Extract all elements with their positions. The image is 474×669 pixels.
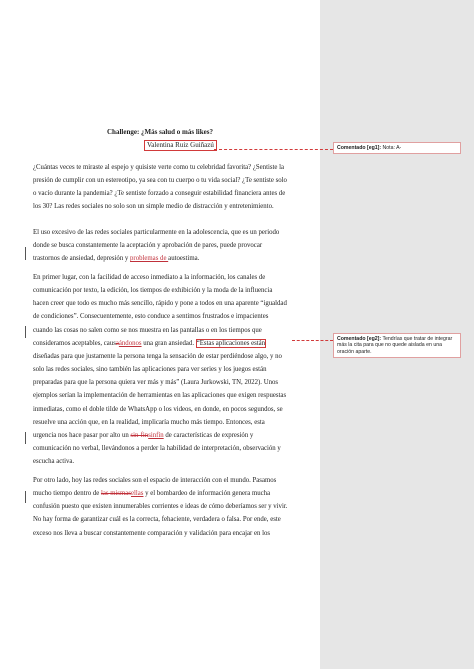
tracked-deletion[interactable]: sin-fin [130,431,149,439]
text-line [33,429,313,442]
text-line [33,487,313,500]
tracked-insertion[interactable]: ándonos [118,339,142,347]
text-line: donde se busca constantemente la aceptación y aprobación de pares, puede provocar [33,242,263,250]
text-line [33,252,313,265]
paragraph-4 [33,474,313,540]
text-line: exceso nos lleva a buscar constantemente comparación y validación para encajar en los [33,529,271,537]
comment-eg2[interactable] [333,333,461,358]
text-line: El uso excesivo de las redes sociales particularmente en la adolescencia, que es un periodo [33,229,280,236]
tracked-deletion[interactable]: a [115,339,119,347]
change-bar [25,247,26,260]
text-line [33,337,313,350]
document-author[interactable]: Valentina Ruiz Guiñazú [144,140,217,151]
text-line: o vacío durante la pandemia? ¿Te sentiste forzado a conseguir estabilidad financiera antes de [33,190,286,198]
comment-leader [214,149,333,150]
text-line: escucha activa. [33,458,75,466]
text-line: los 30? Las redes sociales no solo son un simple medio de distracción y entretenimiento. [33,203,274,211]
text-line: resuelve una acción que, en la realidad, implicaría mucho más tiempo. Entonces, esta [33,418,265,426]
text-line: En primer lugar, con la facilidad de acceso inmediato a la información, los canales de [33,274,266,281]
paragraph-1 [33,161,313,214]
text-run: de características de expresión y [163,431,254,439]
text-line: confusión puesto que existen innumerables corrientes e ideas de cómo deberíamos ser y vivir. [33,503,288,511]
text-line: presión de cumplir con un estereotipo, ya sea con tu cuerpo o tu vida social? ¿Te sentiste solo [33,177,287,185]
comment-text: Nota: A- [381,145,402,151]
paragraph-3 [33,271,313,468]
text-line: ¿Cuántas veces te miraste al espejo y quisiste verte como tu celebridad favorita? ¿Sentiste la [33,164,285,171]
text-line: de condiciones”. Consecuentemente, esto conduce a sentimos frustrados e impacientes [33,313,269,321]
text-line: solo las redes sociales, sino también las aplicaciones para ver series y los juegos están [33,366,267,374]
tracked-insertion[interactable]: problemas de [130,255,169,263]
tracked-insertion[interactable]: sinfín [148,431,164,439]
text-line: hacen creer que todo es mucho más sencillo, rápido y pone a todos en una aparente “igualdad [33,300,287,308]
change-bar [25,326,26,338]
comment-eg1[interactable] [333,142,461,154]
text-line: inmediatas, como el doble tilde de WhatsApp o los videos, en donde, en pocos segundos, se [33,405,283,413]
change-bar [25,432,26,444]
text-line: cuando las cosas no salen como se nos muestra en las pantallas o en los tiempos que [33,326,262,334]
text-line: Por otro lado, hoy las redes sociales son el espacio de interacción con el mundo. Pasamos [33,477,277,484]
tracked-insertion[interactable]: ellas [130,490,144,498]
text-run: mucho tiempo dentro de [33,490,101,498]
text-run: autoestima. [168,255,200,263]
text-line: preparadas para que la persona quiera ver más y más” (Laura Jurkowski, TN, 2022). Unos [33,379,279,387]
commented-quote[interactable]: “Estas aplicaciones están [196,339,266,347]
document-title: Challenge: ¿Más salud o más likes? [107,128,213,136]
comment-leader [292,340,333,341]
text-line: comunicación no verbal, llevándonos a perder la habilidad de interpretación, observación y [33,445,281,453]
text-run: trastornos de ansiedad, depresión y [33,255,131,263]
text-line: diseñadas para que justamente la persona tenga la sensación de estar perdiéndose algo, y no [33,352,282,360]
text-line: ejemplos serían la implementación de herramientas en las aplicaciones que exigen respuestas [33,392,287,400]
text-run: y el bombardeo de información genera mucha [143,490,271,498]
change-bar [25,491,26,503]
text-run: una gran ansiedad. [141,339,196,347]
comment-label: Comentado [eg1]: [337,145,382,151]
text-line: No hay forma de garantizar cuál es la correcta, fehaciente, verdadera o falsa. Por ende, este [33,516,281,524]
text-line: comunicación por texto, la edición, los tiempos de exhibición y la moda de la influencia [33,287,273,295]
paragraph-2 [33,226,313,265]
text-run: consideramos aceptables, caus [33,339,116,347]
tracked-deletion[interactable]: las mismas [100,490,131,498]
text-run: urgencia nos hace pasar por alto un [33,431,131,439]
comment-label: Comentado [eg2]: [337,336,382,342]
comment-text: Tendrías que tratar de integrar más la cita para que no quede aislada en una oración aparte. [337,336,453,355]
